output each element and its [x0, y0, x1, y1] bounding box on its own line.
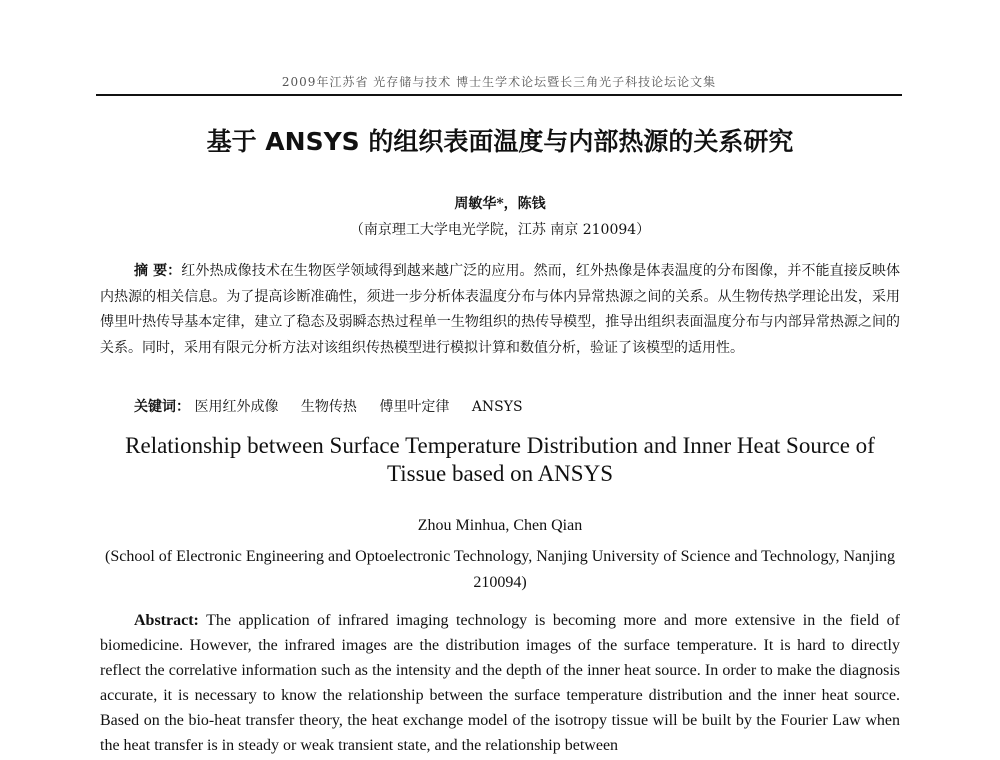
keyword: ANSYS: [471, 399, 523, 415]
keyword: 傅里叶定律: [379, 399, 450, 415]
authors-chinese: 周敏华*，陈钱: [454, 196, 546, 212]
abstract-chinese-text: 红外热成像技术在生物医学领域得到越来越广泛的应用。然而，红外热像是体表温度的分布图像，并不能直接反映体内热源的相关信息。为了提高诊断准确性，须进一步分析体表温度分布与体内异常热源之间的关系。从生物传热学理论出发，采用傅里叶热传导基本定律，建立了稳态及弱瞬态热过程单一生物组织的热传导模型，推导出组织表面温度分布与内部异常热源之间的关系。同时，采用有限元分析方法对该组织传热模型进行模拟计算和数值分析，验证了该模型的适用性。: [100, 263, 901, 356]
abstract-english: [100, 608, 900, 758]
keyword: 生物传热: [300, 399, 357, 415]
abstract-english-text: The application of infrared imaging technology is becoming more and more extensive in the field of biomedicine. However, the infrared images are the distribution images of the surface temperature. It is hard to directly reflect the correlative information such as the intensity and the depth of the inner heat source. In order to make the diagnosis accurate, it is necessary to know the relationship between the surface temperature distribution and the inner heat source. Based on the bio-heat transfer theory, the heat exchange model of the isotropy tissue will be built by the Fourier Law when the heat transfer is in steady or weak transient state, and the relationship between: [100, 612, 900, 754]
running-header: 2009年江苏省 光存储与技术 博士生学术论坛暨长三角光子科技论坛论文集: [281, 75, 717, 89]
affiliation-chinese: （南京理工大学电光学院，江苏 南京 210094）: [349, 222, 651, 238]
paper-title-english: Relationship between Surface Temperature Distribution and Inner Heat Source of Tissue based on ANSYS: [125, 433, 875, 486]
keywords-chinese: [134, 397, 904, 417]
paper-title-chinese: 基于 ANSYS 的组织表面温度与内部热源的关系研究: [206, 127, 794, 156]
abstract-chinese-label: 摘 要：: [134, 263, 182, 279]
keywords-chinese-label: 关键词：: [134, 399, 190, 415]
abstract-english-label: Abstract:: [134, 612, 199, 629]
authors-english: Zhou Minhua, Chen Qian: [417, 517, 583, 534]
keyword: 医用红外成像: [194, 399, 279, 415]
affiliation-english: (School of Electronic Engineering and Optoelectronic Technology, Nanjing University of Science and Technology, Nanjing 210094): [105, 548, 895, 591]
abstract-chinese: [100, 259, 900, 361]
header-rule: [96, 94, 902, 96]
